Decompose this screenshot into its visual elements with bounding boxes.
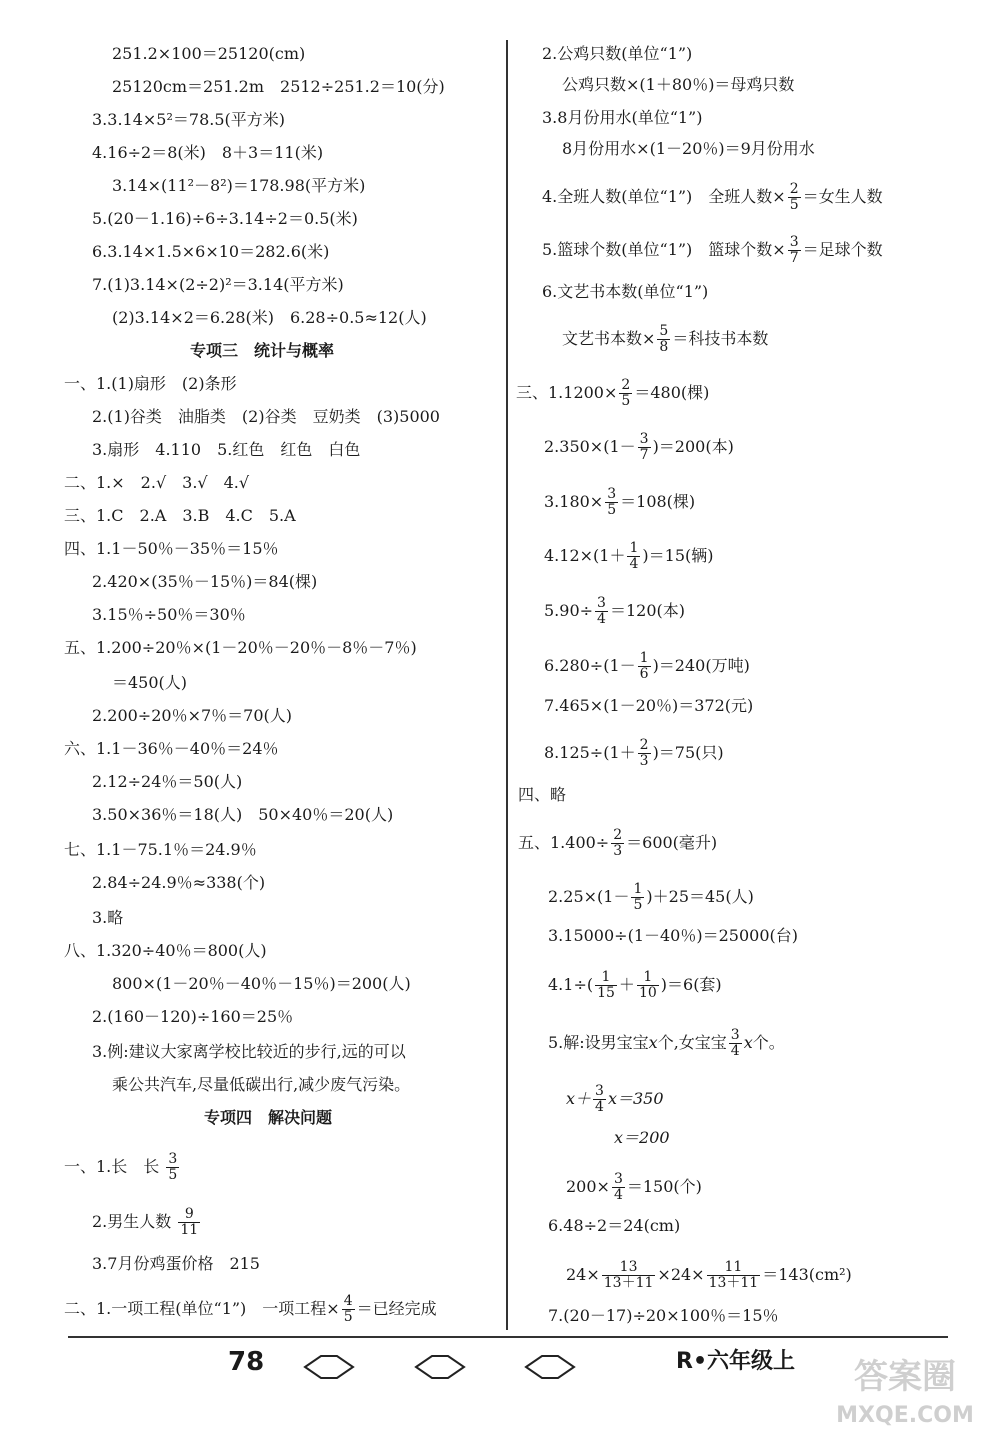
grade-label: R•六年级上 bbox=[676, 1349, 796, 1374]
answer-line: x＋ $\frac{3}{4}$ x＝350 bbox=[566, 1083, 664, 1115]
answer-line: 4.1÷( $\frac{1}{15}$ ＋ $\frac{1}{10}$ )＝6(套) bbox=[548, 969, 722, 1001]
answer-line: 5.90÷ $\frac{3}{4}$ ＝120(本) bbox=[544, 595, 685, 627]
answer-line: 6.文艺书本数(单位“1”) bbox=[542, 282, 709, 301]
fraction: $\frac{3}{4}$ bbox=[613, 1171, 623, 1203]
answer-line: 24× $\frac{13}{13+11}$ ×24× $\frac{11}{13+11}$ ＝143(cm²) bbox=[566, 1259, 852, 1291]
answer-line: 3.180× $\frac{3}{5}$ ＝108(棵) bbox=[544, 486, 696, 518]
answer-line: 3.略 bbox=[92, 908, 124, 927]
fraction: $\frac{3}{4}$ bbox=[597, 595, 606, 627]
answer-line: 2.公鸡只数(单位“1”) bbox=[542, 44, 693, 63]
answer-line: 三、1.1200× $\frac{2}{5}$ ＝480(棵) bbox=[516, 377, 710, 409]
fraction: $\frac{3}{7}$ bbox=[639, 431, 649, 463]
answer-line: 8月份用水×(1－20％)＝9月份用水 bbox=[562, 139, 815, 158]
answer-line: 一、1.(1)扇形 (2)条形 bbox=[64, 374, 237, 393]
answer-line: 2.420×(35％－15％)＝84(棵) bbox=[92, 572, 318, 591]
answer-line: 5.篮球个数(单位“1”) 篮球个数× $\frac{3}{7}$ ＝足球个数 bbox=[542, 234, 883, 266]
answer-line: 3.3.14×5²＝78.5(平方米) bbox=[92, 110, 286, 129]
fraction: $\frac{2}{3}$ bbox=[639, 737, 649, 769]
fraction: $\frac{9}{11}$ bbox=[180, 1206, 199, 1238]
answer-line: 4.全班人数(单位“1”) 全班人数× $\frac{2}{5}$ ＝女生人数 bbox=[542, 181, 883, 213]
answer-line: 三、1.C 2.A 3.B 4.C 5.A bbox=[64, 506, 296, 525]
answer-line: 四、1.1－50％－35％＝15％ bbox=[64, 539, 279, 558]
answer-line: 2.12÷24％＝50(人) bbox=[92, 772, 243, 791]
answer-line: 3.14×(11²－8²)＝178.98(平方米) bbox=[112, 176, 366, 195]
section-heading: 专项三 统计与概率 bbox=[190, 341, 335, 360]
answer-line: 2.84÷24.9％≈338(个) bbox=[92, 873, 266, 892]
fraction: $\frac{4}{5}$ bbox=[343, 1293, 353, 1325]
answer-line: 5.(20－1.16)÷6÷3.14÷2＝0.5(米) bbox=[92, 209, 358, 228]
answer-line: ＝450(人) bbox=[112, 673, 188, 692]
answer-line: 251.2×100＝25120(cm) bbox=[112, 44, 306, 63]
fraction: $\frac{3}{5}$ bbox=[168, 1151, 178, 1183]
column-divider bbox=[506, 40, 508, 1330]
answer-line: 2.(1)谷类 油脂类 (2)谷类 豆奶类 (3)5000 bbox=[92, 407, 440, 426]
fraction: $\frac{3}{7}$ bbox=[789, 234, 799, 266]
footer-rule bbox=[68, 1336, 948, 1338]
diamond-ornament bbox=[303, 1354, 355, 1380]
answer-line: 3.15％÷50％＝30％ bbox=[92, 605, 246, 624]
answer-line: 2.200÷20％×7％＝70(人) bbox=[92, 706, 293, 725]
page-number: 78 bbox=[228, 1347, 265, 1377]
answer-line: 4.16÷2＝8(米) 8＋3＝11(米) bbox=[92, 143, 324, 162]
fraction: $\frac{2}{5}$ bbox=[789, 181, 799, 213]
answer-line: 二、1.× 2.√ 3.√ 4.√ bbox=[64, 473, 250, 492]
answer-line: 3.7月份鸡蛋价格 215 bbox=[92, 1254, 260, 1273]
answer-line: 二、1.一项工程(单位“1”) 一项工程× $\frac{4}{5}$ ＝已经完成 bbox=[64, 1293, 437, 1325]
answer-line: 6.48÷2＝24(cm) bbox=[548, 1216, 681, 1235]
answer-line: 6.3.14×1.5×6×10＝282.6(米) bbox=[92, 242, 330, 261]
answer-line: 3.扇形 4.110 5.红色 红色 白色 bbox=[92, 440, 361, 459]
answer-line: (2)3.14×2＝6.28(米) 6.28÷0.5≈12(人) bbox=[112, 308, 427, 327]
fraction: $\frac{13}{13+11}$ bbox=[603, 1259, 654, 1291]
answer-line: 3.8月份用水(单位“1”) bbox=[542, 108, 703, 127]
diamond-ornament bbox=[414, 1354, 466, 1380]
answer-line: 800×(1－20％－40％－15％)＝200(人) bbox=[112, 974, 411, 993]
answer-line: 7.(20－17)÷20×100％＝15％ bbox=[548, 1306, 779, 1325]
answer-line: 3.15000÷(1－40％)＝25000(台) bbox=[548, 926, 798, 945]
answer-line: x＝200 bbox=[614, 1128, 670, 1147]
answer-line: 六、1.1－36％－40％＝24％ bbox=[64, 739, 279, 758]
fraction: $\frac{1}{5}$ bbox=[633, 881, 643, 913]
fraction: $\frac{1}{6}$ bbox=[639, 650, 649, 682]
answer-line: 8.125÷(1＋ $\frac{2}{3}$ )＝75(只) bbox=[544, 737, 724, 769]
fraction: $\frac{3}{4}$ bbox=[595, 1083, 604, 1115]
answer-line: 2.(160－120)÷160＝25％ bbox=[92, 1007, 294, 1026]
answer-line: 五、1.200÷20％×(1－20％－20％－8％－7％) bbox=[64, 638, 417, 657]
fraction: $\frac{3}{5}$ bbox=[607, 486, 617, 518]
watermark-logo bbox=[820, 1350, 990, 1432]
section-heading: 专项四 解决问题 bbox=[204, 1108, 333, 1127]
answer-line: 2.25×(1－ $\frac{1}{5}$ )＋25＝45(人) bbox=[548, 881, 754, 913]
answer-line: 四、略 bbox=[518, 785, 567, 804]
answer-line: 6.280÷(1－ $\frac{1}{6}$ )＝240(万吨) bbox=[544, 650, 750, 682]
answer-line: 3.50×36％＝18(人) 50×40％＝20(人) bbox=[92, 805, 394, 824]
fraction: $\frac{1}{15}$ bbox=[597, 969, 615, 1001]
diamond-ornament bbox=[524, 1354, 576, 1380]
fraction: $\frac{2}{5}$ bbox=[621, 377, 631, 409]
answer-line: 五、1.400÷ $\frac{2}{3}$ ＝600(毫升) bbox=[518, 827, 718, 859]
answer-line: 4.12×(1＋ $\frac{1}{4}$ )＝15(辆) bbox=[544, 540, 714, 572]
watermark-bottom: MXQE.COM bbox=[836, 1403, 974, 1428]
answer-line: 2.男生人数 $\frac{9}{11}$ bbox=[92, 1206, 199, 1238]
answer-line: 八、1.320÷40％＝800(人) bbox=[64, 941, 267, 960]
fraction: $\frac{1}{4}$ bbox=[629, 540, 639, 572]
answer-line: 乘公共汽车,尽量低碳出行,减少废气污染。 bbox=[112, 1075, 411, 1094]
fraction: $\frac{2}{3}$ bbox=[613, 827, 623, 859]
fraction: $\frac{1}{10}$ bbox=[638, 969, 657, 1001]
answer-line: 5.解:设男宝宝x个,女宝宝 $\frac{3}{4}$ x个。 bbox=[548, 1027, 785, 1059]
answer-line: 文艺书本数× $\frac{5}{8}$ ＝科技书本数 bbox=[562, 323, 769, 355]
fraction: $\frac{3}{4}$ bbox=[730, 1027, 740, 1059]
answer-line: 七、1.1－75.1％＝24.9％ bbox=[64, 840, 257, 859]
answer-line: 25120cm＝251.2m 2512÷251.2＝10(分) bbox=[112, 77, 445, 96]
answer-line: 公鸡只数×(1＋80％)＝母鸡只数 bbox=[562, 75, 795, 94]
fraction: $\frac{11}{13+11}$ bbox=[708, 1259, 759, 1291]
watermark-top: 答案圈 bbox=[854, 1357, 956, 1397]
answer-line: 200× $\frac{3}{4}$ ＝150(个) bbox=[566, 1171, 702, 1203]
answer-line: 7.(1)3.14×(2÷2)²＝3.14(平方米) bbox=[92, 275, 344, 294]
answer-line: 3.例:建议大家离学校比较近的步行,远的可以 bbox=[92, 1042, 406, 1061]
answer-line: 一、1.长 长 $\frac{3}{5}$ bbox=[64, 1151, 178, 1183]
answer-line: 2.350×(1－ $\frac{3}{7}$ )＝200(本) bbox=[544, 431, 734, 463]
fraction: $\frac{5}{8}$ bbox=[659, 323, 669, 355]
answer-line: 7.465×(1－20％)＝372(元) bbox=[544, 696, 754, 715]
